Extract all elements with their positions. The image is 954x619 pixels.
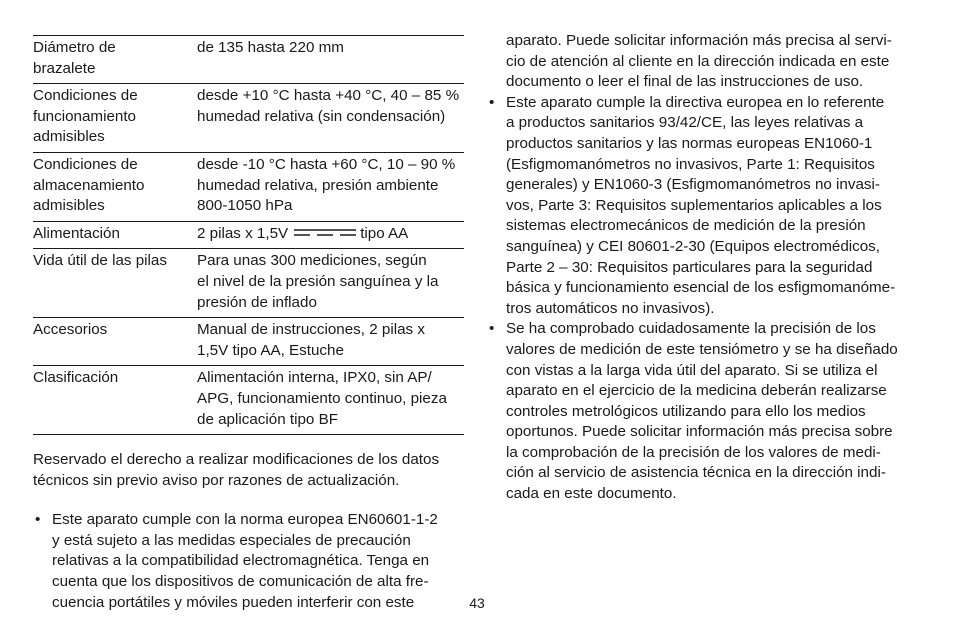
power-value-suffix: tipo AA — [360, 224, 409, 242]
specifications-table — [33, 35, 464, 435]
table-row — [33, 36, 464, 84]
table-row — [33, 221, 464, 249]
table-row — [33, 84, 464, 153]
modification-notice: Reservado el derecho a realizar modificaciones de los datos técnicos sin previo aviso por razones de actualización. — [33, 451, 440, 489]
list-item: • Este aparato cumple con la norma europea EN60601-1-2 y está sujeto a las medidas especiales de precaución relativas a la compatibilidad electromagnética. Tenga en cuenta que los dispositivos de comunicación de alta fre- cuencia portátiles y móviles pueden interferir con este — [35, 511, 438, 611]
table-row — [33, 249, 464, 318]
spec-label: Accesorios — [33, 321, 108, 339]
spec-value: desde +10 °C hasta +40 °C, 40 – 85 % humedad relativa (sin condensación) — [197, 87, 460, 125]
right-column — [487, 31, 927, 505]
spec-value: Alimentación interna, IPX0, sin AP/ APG, funcionamiento continuo, pieza de aplicación tipo BF — [197, 369, 447, 428]
spec-label: Diámetro de brazalete — [33, 39, 116, 77]
table-row — [33, 366, 464, 435]
table-row — [33, 152, 464, 221]
power-value-prefix: 2 pilas x 1,5V — [197, 224, 289, 242]
spec-value: Para unas 300 mediciones, según el nivel de la presión sanguínea y la presión de inflado — [197, 252, 439, 311]
spec-label: Clasificación — [33, 369, 119, 387]
page-number: 43 — [469, 595, 485, 611]
spec-value: Manual de instrucciones, 2 pilas x 1,5V tipo AA, Estuche — [197, 321, 425, 359]
right-bullet-list — [487, 93, 927, 505]
direct-current-icon — [294, 227, 356, 237]
table-row — [33, 318, 464, 366]
bullet-icon: • — [35, 511, 41, 529]
bullet-icon: • — [489, 320, 495, 338]
left-column — [33, 35, 464, 613]
spec-value — [197, 221, 464, 249]
spec-label: Condiciones de almacenamiento admisibles — [33, 155, 145, 215]
spec-label: Alimentación — [33, 224, 120, 242]
spec-value: desde -10 °C hasta +60 °C, 10 – 90 % humedad relativa, presión ambiente 800-1050 hPa — [197, 155, 456, 215]
spec-label: Vida útil de las pilas — [33, 252, 167, 270]
bullet-icon: • — [489, 93, 495, 111]
spec-value: de 135 hasta 220 mm — [197, 39, 344, 56]
list-item: • Este aparato cumple la directiva europea en lo referente a productos sanitarios 93/42/CE, las leyes relativas a productos sanitarios y las normas europeas EN1060-1 (Esfigmomanómetros no invasivos, Parte 1: Requisitos generales) y EN1060-3 (Esfigmomanómetros no invasi- vos, Parte 3: Requisitos suplementarios aplicables a los sistemas electromecánicos de medición de la presión sanguínea) y CEI 80601-2-30 (Equipos electromédicos, Parte 2 – 30: Requisitos particulares para la seguridad básica y funcionamiento esencial de los esfigmomanóme- tros automáticos no invasivos). — [489, 93, 896, 317]
continued-paragraph: aparato. Puede solicitar información más precisa al servi- cio de atención al cliente en la dirección indicada en este documento o leer el final de las instrucciones de uso. — [506, 32, 892, 91]
list-item: • Se ha comprobado cuidadosamente la precisión de los valores de medición de este tensiómetro y se ha diseñado con vistas a la larga vida útil del aparato. Si se utiliza el aparato en el ejercicio de la medicina deberán realizarse controles metrológicos utilizando para ello los medios oportunos. Puede solicitar información más precisa sobre la comprobación de la precisión de los valores de medi- ción al servicio de asistencia técnica en la dirección indi- cada en este documento. — [489, 320, 898, 503]
spec-label: Condiciones de funcionamiento admisibles — [33, 87, 138, 146]
